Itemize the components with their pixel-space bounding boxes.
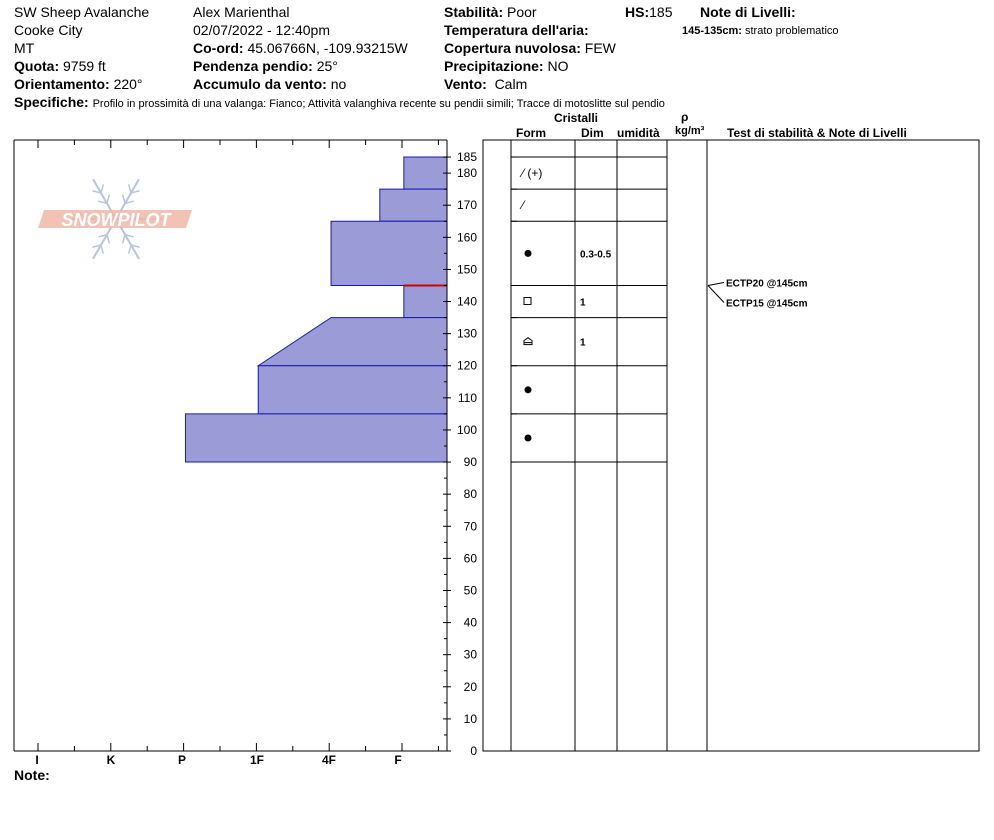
grain-size-value: 0.3-0.5	[580, 249, 612, 261]
rounded-grains-symbol	[525, 434, 532, 441]
snow-layer	[404, 285, 447, 317]
grain-size-value: 1	[580, 337, 586, 349]
stability-test-label: ECTP15 @145cm	[726, 298, 808, 310]
snowflake-branch	[101, 184, 103, 193]
hardness-tick-label: I	[35, 753, 39, 767]
depth-tick-label: 90	[463, 455, 477, 470]
snowflake-branch	[107, 195, 109, 204]
snow-layer	[258, 318, 447, 366]
snow-layer	[258, 366, 447, 414]
wind-loading-value: no	[330, 76, 347, 92]
snow-layer	[331, 221, 447, 285]
location-name: SW Sheep Avalanche	[14, 4, 150, 20]
snowpilot-logo	[38, 179, 192, 259]
slope-angle-value: 25°	[316, 58, 338, 74]
state-name: MT	[14, 40, 35, 56]
layer-note-range: 145-135cm:	[682, 25, 742, 37]
crystal-table-frame	[483, 140, 979, 751]
rounded-grains-symbol	[525, 250, 532, 257]
faceted-crystal-symbol	[524, 298, 531, 305]
snow-height-label: HS:	[625, 4, 650, 20]
coordinates-value: 45.06766N, -109.93215W	[247, 40, 408, 56]
air-temperature-label: Temperatura dell'aria:	[444, 22, 589, 38]
test-pointer	[708, 285, 724, 302]
hardness-tick-label: 4F	[321, 753, 337, 767]
depth-hoar-symbol	[524, 338, 532, 345]
specifics-text: Profilo in prossimità di una valanga: Fianco; Attività valanghiva recente su pendii simili; Tracce di motoslitte sul pendio	[92, 98, 665, 110]
aspect-value: 220°	[113, 76, 143, 92]
precipitation-value: NO	[547, 58, 569, 74]
layer-notes-heading: Note di Livelli:	[700, 4, 796, 20]
depth-tick-label: 130	[456, 326, 477, 341]
elevation-value: 9759 ft	[63, 58, 106, 74]
snowflake-branch	[123, 235, 125, 244]
logo-text: SNOWPILOT	[61, 210, 171, 230]
precipitation-particle-symbol: ⁄	[522, 198, 525, 213]
dim-header: Dim	[581, 126, 604, 140]
note: Note:	[14, 767, 50, 783]
depth-tick-label: 40	[463, 615, 477, 630]
humidity-header: umidità	[617, 126, 660, 140]
depth-tick-label: 150	[456, 262, 477, 277]
depth-tick-label: 70	[463, 519, 477, 534]
snow-height-value: 185	[649, 4, 673, 20]
observation-datetime: 02/07/2022 - 12:40pm	[193, 22, 330, 38]
depth-tick-label: 185	[456, 150, 477, 165]
wind-value: Calm	[494, 76, 528, 92]
density-unit: kg/m³	[675, 125, 705, 137]
precipitation-label: Precipitazione:	[444, 58, 544, 74]
snow-layer	[380, 189, 447, 221]
depth-tick-label: 50	[463, 583, 477, 598]
depth-tick-label: 120	[456, 358, 477, 373]
stability-value: Poor	[507, 4, 537, 20]
observer-name: Alex Marienthal	[193, 4, 290, 20]
slope-angle-label: Pendenza pendio:	[193, 58, 313, 74]
wind-label: Vento:	[444, 76, 487, 92]
density-symbol: ρ	[681, 110, 689, 124]
depth-tick-label: 60	[463, 551, 477, 566]
form-header: Form	[516, 126, 546, 140]
city-name: Cooke City	[14, 22, 83, 38]
hardness-tick-label: P	[177, 753, 187, 767]
snowflake-branch	[101, 245, 103, 254]
hardness-tick-label: 1F	[249, 753, 265, 767]
rounded-grains-symbol	[525, 386, 532, 393]
depth-tick-label: 140	[456, 294, 477, 309]
snowflake-branch	[129, 184, 131, 193]
specifics-label: Specifiche:	[14, 94, 89, 110]
depth-tick-label: 10	[463, 711, 477, 726]
precipitation-particle-symbol: ⁄ (+)	[522, 166, 543, 181]
depth-tick-label: 80	[463, 487, 477, 502]
stability-test-label: ECTP20 @145cm	[726, 278, 808, 290]
crystals-header: Cristalli	[554, 111, 599, 125]
depth-tick-label: 170	[456, 198, 477, 213]
stability-tests-header: Test di stabilità & Note di Livelli	[727, 126, 907, 140]
snow-layer	[185, 414, 447, 462]
stability-label: Stabilità:	[444, 4, 504, 20]
layer-note-text: strato problematico	[745, 25, 839, 37]
snowflake-branch	[129, 245, 131, 254]
test-pointer	[708, 282, 724, 285]
aspect-label: Orientamento:	[14, 76, 110, 92]
depth-tick-label: 160	[456, 230, 477, 245]
cloud-cover-value: FEW	[584, 40, 616, 56]
cloud-cover-label: Copertura nuvolosa:	[444, 40, 581, 56]
snow-layer	[404, 157, 447, 189]
snowflake-branch	[107, 235, 109, 244]
hardness-tick-label: F	[394, 753, 402, 767]
depth-tick-label: 0	[470, 744, 477, 758]
depth-tick-label: 100	[456, 422, 477, 437]
depth-tick-label: 180	[456, 166, 477, 181]
depth-tick-label: 20	[463, 679, 477, 694]
wind-loading-label: Accumulo da vento:	[193, 76, 327, 92]
hardness-tick-label: K	[106, 753, 116, 767]
snowflake-branch	[123, 195, 125, 204]
coordinates-label: Co-ord:	[193, 40, 244, 56]
grain-size-value: 1	[580, 297, 586, 309]
depth-tick-label: 110	[457, 390, 477, 405]
elevation-label: Quota:	[14, 58, 60, 74]
depth-tick-label: 30	[463, 647, 477, 662]
